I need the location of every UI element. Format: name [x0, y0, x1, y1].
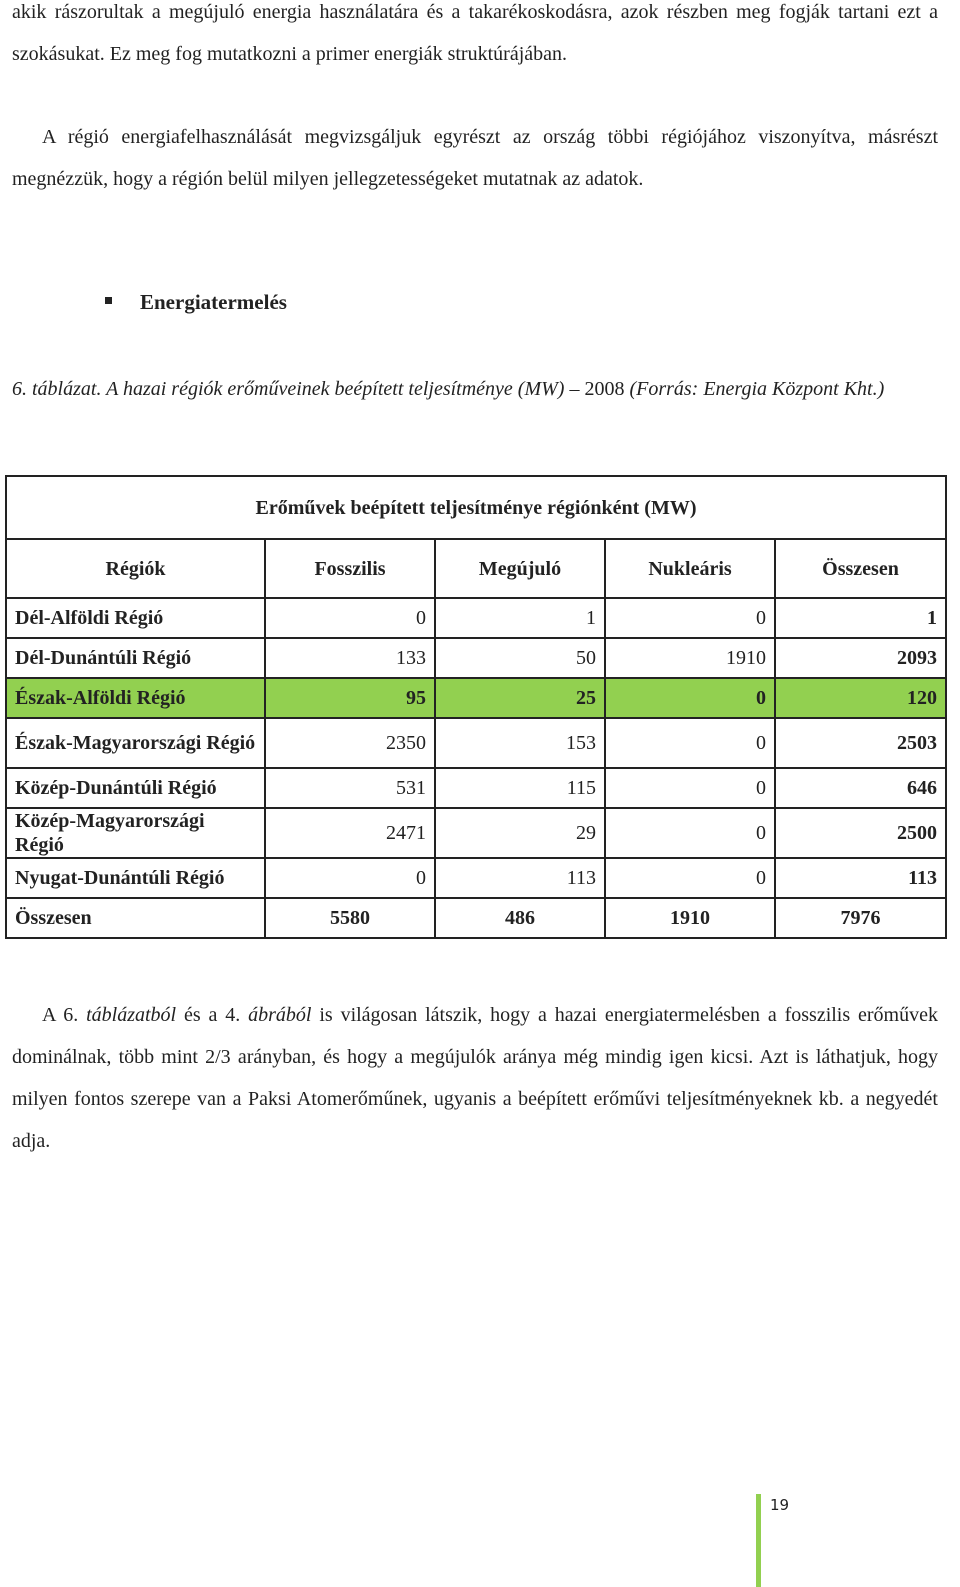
nuclear-cell: 0 — [605, 808, 775, 858]
totals-total: 7976 — [775, 898, 946, 938]
fossil-cell: 133 — [265, 638, 435, 678]
table-row — [6, 598, 946, 638]
table-row — [6, 808, 946, 858]
header-regions: Régiók — [6, 539, 265, 598]
conclusion-text-2: és a 4. — [176, 1004, 249, 1026]
capacity-table — [5, 475, 947, 939]
totals-fossil: 5580 — [265, 898, 435, 938]
table-title: Erőművek beépített teljesítménye régiónként (MW) — [6, 476, 946, 539]
total-cell: 120 — [775, 678, 946, 718]
total-cell: 2503 — [775, 718, 946, 768]
nuclear-cell: 0 — [605, 768, 775, 808]
region-cell: Észak-Alföldi Régió — [6, 678, 265, 718]
renewable-cell: 115 — [435, 768, 605, 808]
caption-year: 2008 — [584, 378, 625, 400]
renewable-cell: 25 — [435, 678, 605, 718]
square-bullet-icon — [105, 297, 112, 304]
page-number: 19 — [770, 1496, 790, 1514]
total-cell: 646 — [775, 768, 946, 808]
section-heading — [105, 290, 287, 315]
totals-label: Összesen — [6, 898, 265, 938]
fossil-cell: 0 — [265, 858, 435, 898]
nuclear-cell: 0 — [605, 718, 775, 768]
total-cell: 2093 — [775, 638, 946, 678]
renewable-cell: 153 — [435, 718, 605, 768]
paragraph-intro-continuation: akik rászorultak a megújuló energia használatára és a takarékoskodásra, azok részben meg fogják tartani ezt a szokásukat. Ez meg fog mutatkozni a primer energiák struktúrájában. — [12, 1, 938, 65]
fossil-cell: 2471 — [265, 808, 435, 858]
caption-prefix: 6. táblázat. A hazai régiók erőműveinek beépített teljesítménye (MW) – — [12, 378, 585, 400]
region-cell: Dél-Alföldi Régió — [6, 598, 265, 638]
section-heading-text: Energiatermelés — [140, 290, 287, 314]
conclusion-text-1: A 6. — [42, 1004, 87, 1026]
table-row — [6, 858, 946, 898]
conclusion-ref-figure: ábrából — [248, 1004, 312, 1026]
capacity-table-wrapper — [5, 475, 947, 939]
region-cell: Nyugat-Dunántúli Régió — [6, 858, 265, 898]
header-fossil: Fosszilis — [265, 539, 435, 598]
region-cell: Közép-Magyarországi Régió — [6, 808, 265, 858]
nuclear-cell: 0 — [605, 678, 775, 718]
table-header-row — [6, 539, 946, 598]
total-cell: 2500 — [775, 808, 946, 858]
fossil-cell: 0 — [265, 598, 435, 638]
header-nuclear: Nukleáris — [605, 539, 775, 598]
table-caption — [12, 370, 932, 408]
conclusion-text-3: is világosan látszik, hogy a hazai energiatermelésben a fosszilis erőművek dominálnak, több mint 2/3 arányban, és hogy a megújulók aránya még mindig igen kicsi. Azt is láthatjuk, hogy milyen fontos szerepe van a Paksi Atomerőműnek, ugyanis a beépített erőművi teljesítményeknek kb. a negyedét adja. — [12, 1004, 938, 1152]
header-total: Összesen — [775, 539, 946, 598]
table-row — [6, 718, 946, 768]
total-cell: 113 — [775, 858, 946, 898]
paragraph-region-analysis: A régió energiafelhasználását megvizsgáljuk egyrészt az ország többi régiójához viszonyítva, másrészt megnézzük, hogy a régión belül milyen jellegzetességeket mutatnak az adatok. — [12, 126, 938, 190]
renewable-cell: 1 — [435, 598, 605, 638]
table-row-highlighted — [6, 678, 946, 718]
fossil-cell: 95 — [265, 678, 435, 718]
region-cell: Dél-Dunántúli Régió — [6, 638, 265, 678]
conclusion-ref-table: táblázatból — [86, 1004, 177, 1026]
nuclear-cell: 0 — [605, 858, 775, 898]
table-row — [6, 638, 946, 678]
nuclear-cell: 1910 — [605, 638, 775, 678]
nuclear-cell: 0 — [605, 598, 775, 638]
caption-suffix: (Forrás: Energia Központ Kht.) — [624, 378, 885, 400]
total-cell: 1 — [775, 598, 946, 638]
renewable-cell: 50 — [435, 638, 605, 678]
table-row — [6, 768, 946, 808]
region-cell: Közép-Dunántúli Régió — [6, 768, 265, 808]
header-renewable: Megújuló — [435, 539, 605, 598]
totals-nuclear: 1910 — [605, 898, 775, 938]
renewable-cell: 113 — [435, 858, 605, 898]
page-number-accent-bar — [756, 1494, 761, 1587]
fossil-cell: 2350 — [265, 718, 435, 768]
totals-renewable: 486 — [435, 898, 605, 938]
fossil-cell: 531 — [265, 768, 435, 808]
region-cell: Észak-Magyarországi Régió — [6, 718, 265, 768]
renewable-cell: 29 — [435, 808, 605, 858]
table-totals-row — [6, 898, 946, 938]
paragraph-conclusion — [12, 994, 938, 1162]
table-title-row — [6, 476, 946, 539]
